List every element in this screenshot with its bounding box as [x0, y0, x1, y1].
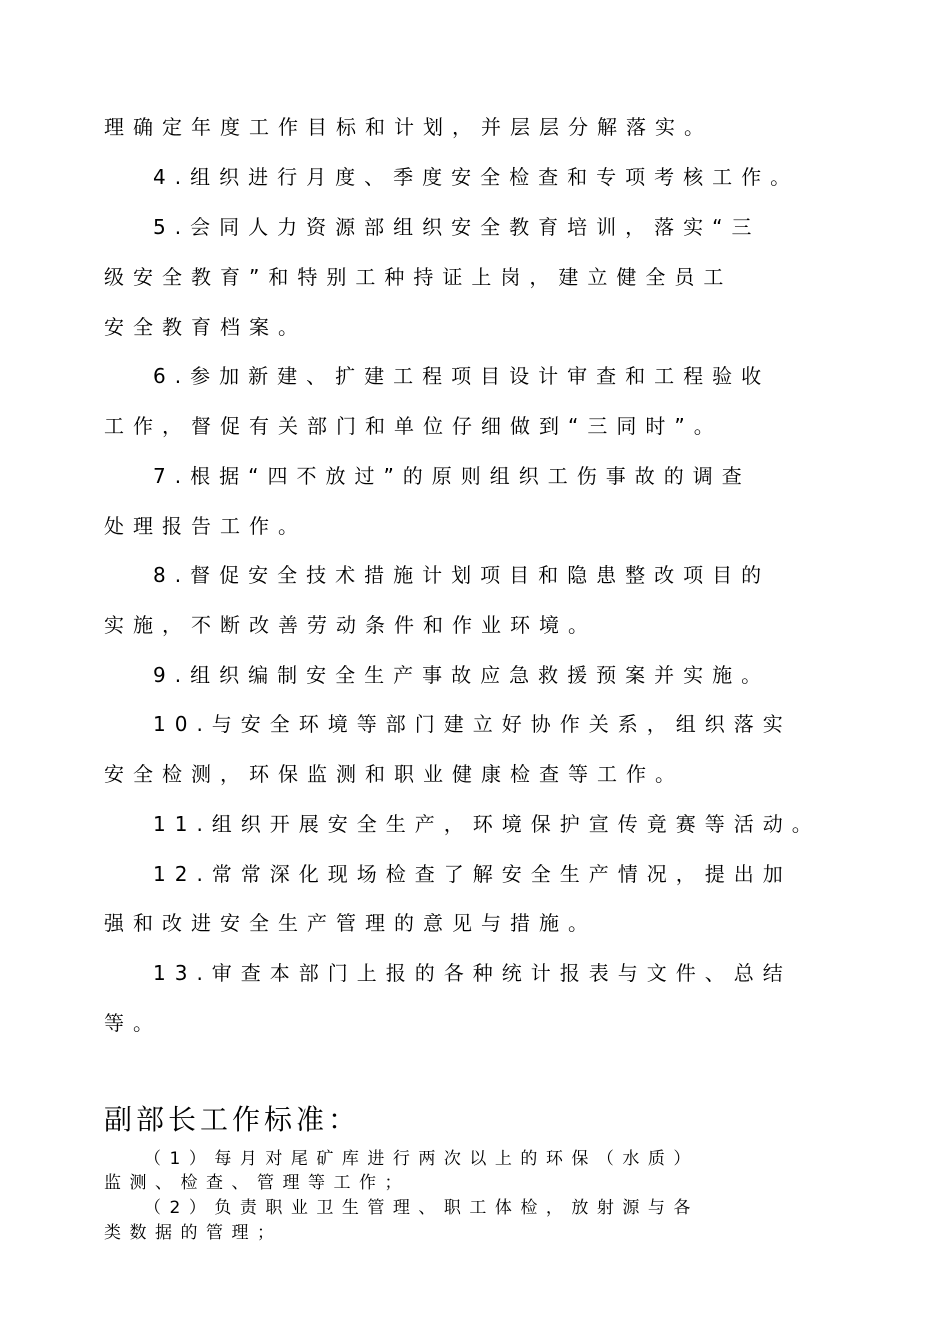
paragraph-line: 10.与安全环境等部门建立好协作关系，组织落实	[153, 712, 792, 736]
paragraph-line: 级安全教育”和特别工种持证上岗，建立健全员工	[104, 265, 733, 289]
section-line: 监测、检查、管理等工作；	[104, 1173, 410, 1193]
paragraph-line: 安全教育档案。	[104, 315, 307, 339]
section-title: 副部长工作标准：	[104, 1103, 361, 1136]
paragraph-line: 强和改进安全生产管理的意见与措施。	[104, 911, 597, 935]
paragraph-line: 7.根据“四不放过”的原则组织工伤事故的调查	[153, 464, 751, 488]
paragraph-line: 13.审查本部门上报的各种统计报表与文件、总结	[153, 961, 792, 985]
paragraph-line: 8.督促安全技术措施计划项目和隐患整改项目的	[153, 563, 771, 587]
paragraph-line: 安全检测，环保监测和职业健康检查等工作。	[104, 762, 684, 786]
paragraph-line: 理确定年度工作目标和计划，并层层分解落实。	[104, 115, 713, 139]
paragraph-line: 9.组织编制安全生产事故应急救援预案并实施。	[153, 663, 771, 687]
paragraph-line: 工作，督促有关部门和单位仔细做到“三同时”。	[104, 414, 723, 438]
section-line: （1）每月对尾矿库进行两次以上的环保（水质）	[144, 1149, 699, 1169]
paragraph-line: 处理报告工作。	[104, 514, 307, 538]
paragraph-line: 5.会同人力资源部组织安全教育培训，落实“三	[153, 215, 761, 239]
section-line: （2）负责职业卫生管理、职工体检，放射源与各	[144, 1198, 699, 1218]
paragraph-line: 实施，不断改善劳动条件和作业环境。	[104, 613, 597, 637]
paragraph-line: 6.参加新建、扩建工程项目设计审查和工程验收	[153, 364, 771, 388]
paragraph-line: 12.常常深化现场检查了解安全生产情况，提出加	[153, 862, 792, 886]
paragraph-line: 4.组织进行月度、季度安全检查和专项考核工作。	[153, 165, 800, 189]
section-line: 类数据的管理；	[104, 1223, 283, 1243]
paragraph-line: 等。	[104, 1011, 162, 1035]
paragraph-line: 11.组织开展安全生产，环境保护宣传竟赛等活动。	[153, 812, 821, 836]
